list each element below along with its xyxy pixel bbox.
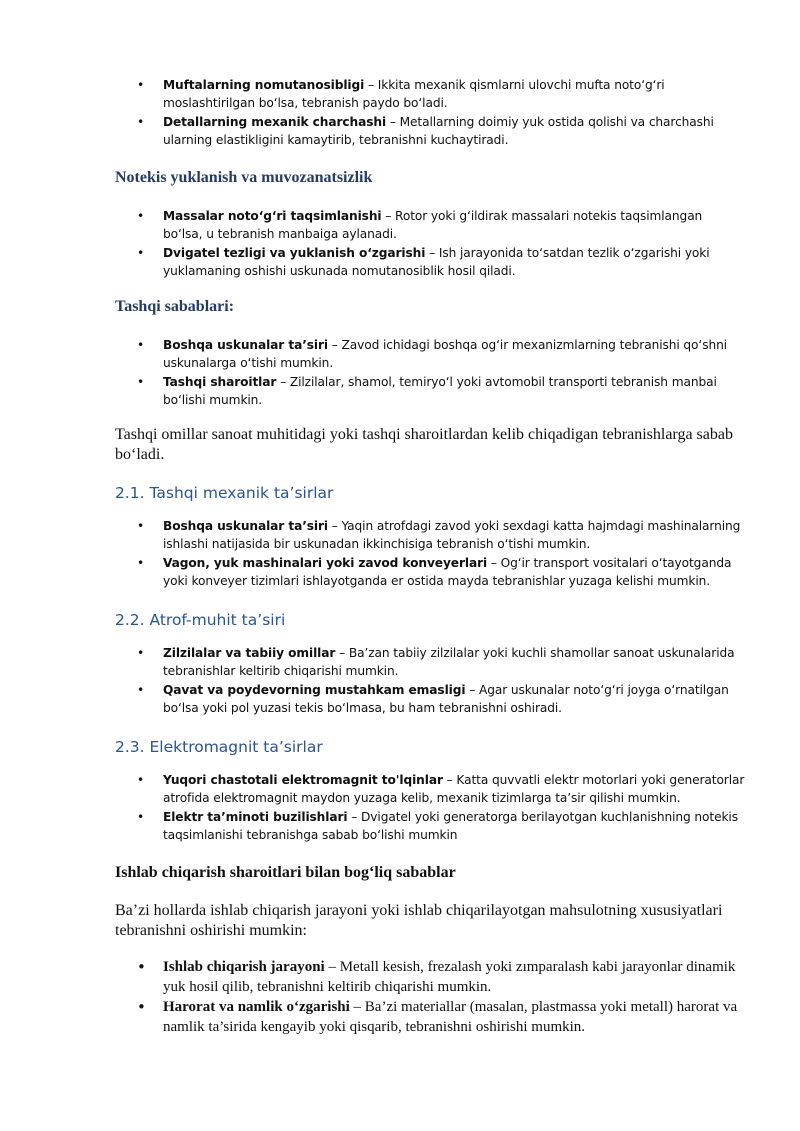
list-item bbox=[115, 207, 745, 243]
list-item bbox=[115, 76, 745, 112]
section-heading-external-causes: Tashqi sabablari: bbox=[115, 298, 235, 315]
list-item-desc: – Ba’zi materiallar (masalan, plastmassa yoki metall) harorat va namlik ta’sirida kengayib yoki qisqarib, tebranishni oshirishi mumkin. bbox=[163, 999, 738, 1035]
list-item bbox=[115, 517, 745, 553]
list-item-term: Boshqa uskunalar ta’siri bbox=[163, 519, 328, 533]
list-item bbox=[115, 957, 745, 997]
list-item-term: Zilzilalar va tabiiy omillar bbox=[163, 646, 336, 660]
bullet-list-external-causes bbox=[115, 336, 745, 409]
list-item-term: Vagon, yuk mashinalari yoki zavod konveyerlari bbox=[163, 556, 488, 570]
list-item-term: Elektr ta’minoti buzilishlari bbox=[163, 810, 348, 824]
list-item-term: Qavat va poydevorning mustahkam emasligi bbox=[163, 683, 466, 697]
paragraph-external-factors: Tashqi omillar sanoat muhitidagi yoki tashqi sharoitlardan kelib chiqadigan tebranishlarga sabab bo‘ladi. bbox=[115, 426, 733, 463]
list-item-desc: – Dvigatel yoki generatorga berilayotgan kuchlanishning notekis taqsimlanishi tebranishga sabab bo‘lishi mumkin bbox=[163, 810, 738, 842]
section-heading-production: Ishlab chiqarish sharoitlari bilan bog‘liq sabablar bbox=[115, 864, 456, 881]
list-item bbox=[115, 554, 745, 590]
list-item-desc: – Agar uskunalar noto‘g‘ri joyga o‘rnatilgan bo‘lsa yoki pol yuzasi tekis bo‘lmasa, bu ham tebranishni oshiradi. bbox=[163, 683, 729, 715]
list-item-term: Muftalarning nomutanosibligi bbox=[163, 78, 365, 92]
bullet-list-external-mechanical bbox=[115, 517, 745, 590]
subheading-environment: 2.2. Atrof-muhit ta’siri bbox=[115, 611, 286, 629]
list-item-term: Detallarning mexanik charchashi bbox=[163, 115, 387, 129]
list-item-desc: – Yaqin atrofdagi zavod yoki sexdagi katta hajmdagi mashinalarning ishlashi natijasida bir uskunadan ikkinchisiga tebranish o‘tishi mumkin. bbox=[163, 519, 741, 551]
list-item-term: Harorat va namlik o‘zgarishi bbox=[163, 999, 350, 1015]
list-item bbox=[115, 997, 745, 1037]
bullet-list-electromagnetic bbox=[115, 771, 745, 844]
paragraph-production: Ba’zi hollarda ishlab chiqarish jarayoni yoki ishlab chiqarilayotgan mahsulotning xususiyatlari tebranishni oshirishi mumkin: bbox=[115, 902, 723, 939]
list-item-desc: – Metall kesish, frezalash yoki zımparalash kabi jarayonlar dinamik yuk hosil qilib, tebranishni keltirib chiqarishi mumkin. bbox=[163, 959, 736, 995]
bullet-list-mechanical bbox=[115, 76, 745, 149]
list-item bbox=[115, 244, 745, 280]
list-item-desc: – Zilzilalar, shamol, temiryo‘l yoki avtomobil transporti tebranish manbai bo‘lishi mumkin. bbox=[163, 375, 717, 407]
list-item-desc: – Ba’zan tabiiy zilzilalar yoki kuchli shamollar sanoat uskunalarida tebranishlar keltirib chiqarishi mumkin. bbox=[163, 646, 735, 678]
bullet-list-production bbox=[115, 957, 745, 1037]
subheading-electromagnetic: 2.3. Elektromagnit ta’sirlar bbox=[115, 738, 323, 756]
list-item-term: Ishlab chiqarish jarayoni bbox=[163, 959, 325, 975]
section-heading-uneven-load: Notekis yuklanish va muvozanatsizlik bbox=[115, 169, 373, 186]
document-content bbox=[115, 76, 745, 1037]
list-item bbox=[115, 681, 745, 717]
list-item-desc: – Zavod ichidagi boshqa og‘ir mexanizmlarning tebranishi qo‘shni uskunalarga o‘tishi mumkin. bbox=[163, 338, 727, 370]
list-item-desc: – Metallarning doimiy yuk ostida qolishi va charchashi ularning elastikligini kamaytirib, tebranishni kuchaytiradi. bbox=[163, 115, 714, 147]
list-item-term: Massalar noto‘g‘ri taqsimlanishi bbox=[163, 209, 382, 223]
bullet-list-uneven-load bbox=[115, 207, 745, 280]
list-item-term: Yuqori chastotali elektromagnit to'lqinlar bbox=[163, 773, 443, 787]
list-item-term: Boshqa uskunalar ta’siri bbox=[163, 338, 328, 352]
list-item-desc: – Katta quvvatli elektr motorlari yoki generatorlar atrofida elektromagnit maydon yuzaga kelib, mexanik tizimlarga ta’sir qilishi mumkin. bbox=[163, 773, 745, 805]
list-item-desc: – Ish jarayonida to‘satdan tezlik o‘zgarishi yoki yuklamaning oshishi uskunada nomutanosiblik hosil qiladi. bbox=[163, 246, 710, 278]
list-item bbox=[115, 113, 745, 149]
list-item-desc: – Rotor yoki g‘ildirak massalari notekis taqsimlangan bo‘lsa, u tebranish manbaiga aylanadi. bbox=[163, 209, 703, 241]
list-item-desc: – Og‘ir transport vositalari o‘tayotganda yoki konveyer tizimlari ishlayotganda er ostida mayda tebranishlar yuzaga kelishi mumkin. bbox=[163, 556, 732, 588]
list-item bbox=[115, 771, 745, 807]
list-item-term: Tashqi sharoitlar bbox=[163, 375, 277, 389]
subheading-external-mechanical: 2.1. Tashqi mexanik ta’sirlar bbox=[115, 484, 334, 502]
list-item bbox=[115, 808, 745, 844]
bullet-list-environment bbox=[115, 644, 745, 717]
list-item-desc: – Ikkita mexanik qismlarni ulovchi mufta noto‘g‘ri moslashtirilgan bo‘lsa, tebranish paydo bo‘ladi. bbox=[163, 78, 665, 110]
list-item-term: Dvigatel tezligi va yuklanish o‘zgarishi bbox=[163, 246, 426, 260]
list-item bbox=[115, 336, 745, 372]
list-item bbox=[115, 644, 745, 680]
list-item bbox=[115, 373, 745, 409]
